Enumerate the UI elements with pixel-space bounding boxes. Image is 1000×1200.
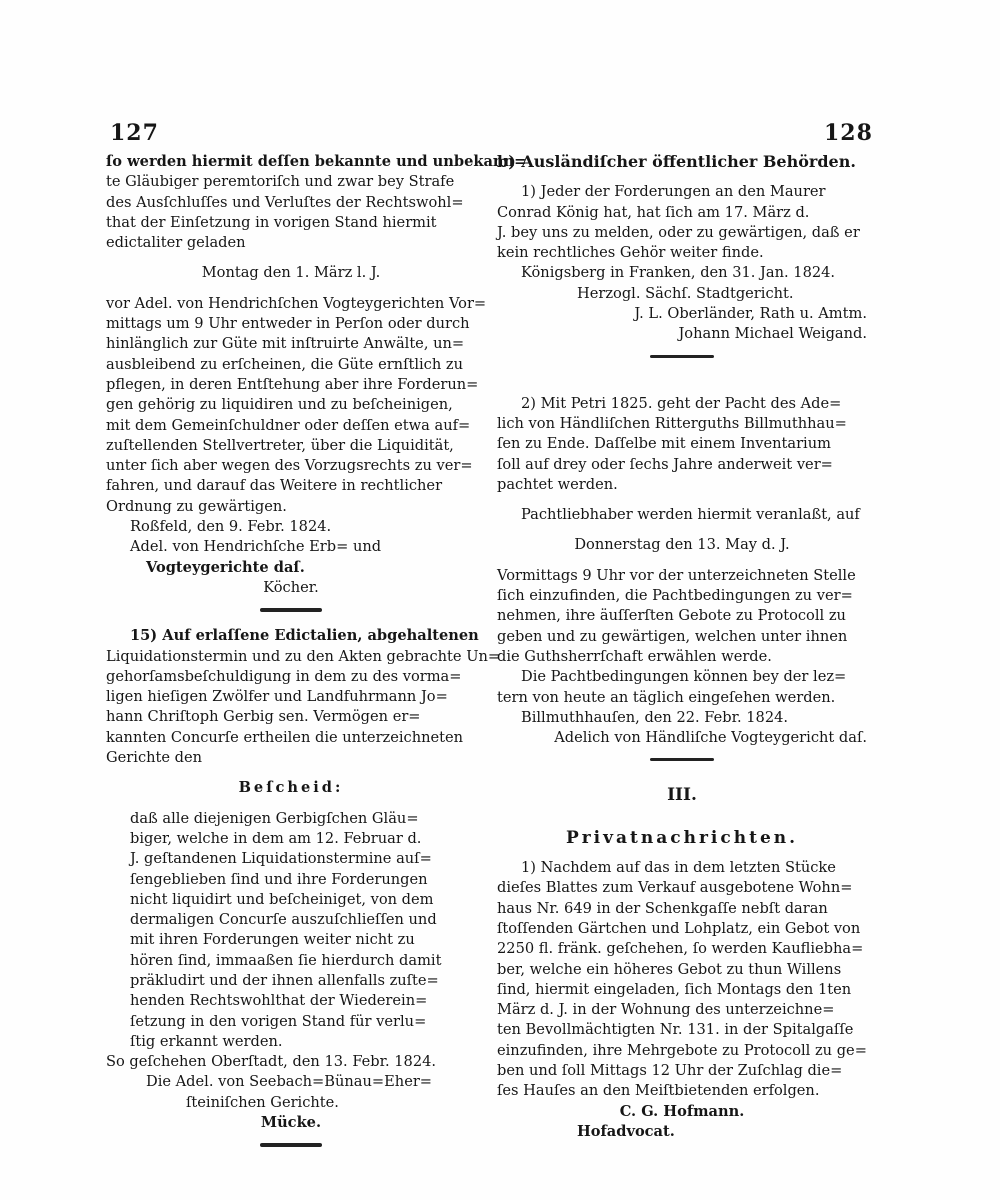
- text-line: Liquidationstermin und zu den Akten gebrachte Un=: [106, 647, 501, 665]
- spacer: [497, 495, 867, 505]
- text-line: ſes Hauſes an den Meiſtbietenden erfolgen.: [497, 1082, 820, 1100]
- text-line: ben und ſoll Mittags 12 Uhr der Zuſchlag die=: [497, 1061, 843, 1079]
- text-line: zuſtellenden Stellvertreter, über die Liquidität,: [106, 436, 454, 454]
- text-line: des Ausſchluſſes und Verluſtes der Rechtswohl=: [106, 193, 464, 211]
- text-line: J. geſtandenen Liquidationstermine auſ=: [130, 850, 432, 868]
- text-line: 2250 fl. fränk. geſchehen, ſo werden Kaufliebha=: [497, 940, 864, 958]
- text-line: dermaligen Concurſe auszuſchlieſſen und: [130, 911, 437, 929]
- text-line: ten Bevollmächtigten Nr. 131. in der Spitalgaſſe: [497, 1021, 854, 1039]
- spacer: [106, 284, 476, 294]
- text-line: gen gehörig zu liquidiren und zu beſcheinigen,: [106, 396, 453, 414]
- section-number: III.: [667, 785, 697, 806]
- text-line: präkludirt und der ihnen allenfalls zuſte=: [130, 971, 439, 989]
- notice-koenig: [497, 182, 867, 344]
- date-line: Donnerstag den 13. May d. J.: [574, 536, 790, 554]
- text-line: ſengeblieben ſind und ihre Forderungen: [130, 870, 428, 888]
- spacer: [106, 768, 476, 778]
- text-line: daß alle diejenigen Gerbigſchen Gläu=: [130, 809, 419, 827]
- place-date: Billmuthhauſen, den 22. Febr. 1824.: [521, 708, 789, 726]
- text-line: nehmen, ihre äuſſerſten Gebote zu Protocoll zu: [497, 607, 846, 625]
- spacer: [497, 848, 867, 858]
- text-line: hann Chriſtoph Gerbig sen. Vermögen er=: [106, 708, 421, 726]
- text-line: edictaliter geladen: [106, 234, 246, 252]
- signature-name: Mücke.: [260, 1114, 322, 1132]
- text-line: ligen hieſigen Zwölfer und Landfuhrmann Jo=: [106, 688, 448, 706]
- text-line: unter ſich aber wegen des Vorzugsrechts zu ver=: [106, 457, 473, 475]
- text-line: Conrad König hat, hat ſich am 17. März d.: [497, 203, 810, 221]
- text-line: dieſes Blattes zum Verkauf ausgebotene Wohn=: [497, 879, 853, 897]
- section-divider: [650, 758, 714, 761]
- text-line: mit dem Gemeinſchuldner oder deſſen etwa auf=: [106, 416, 471, 434]
- text-line: gehorſamsbeſchuldigung in dem zu des vorma=: [106, 667, 462, 685]
- text-line: lich von Händliſchen Ritterguths Billmuthhau=: [497, 414, 847, 432]
- text-line: nicht liquidirt und beſcheiniget, von dem: [130, 890, 434, 908]
- text-line: 1) Jeder der Forderungen an den Maurer: [521, 183, 826, 201]
- signature-line: Hofadvocat.: [577, 1122, 675, 1140]
- text-line: Vormittags 9 Uhr vor der unterzeichneten Stelle: [497, 566, 856, 584]
- text-line: einzufinden, ihre Mehrgebote zu Protocoll zu ge=: [497, 1041, 867, 1059]
- text-line: ſtoſſenden Gärtchen und Lohplatz, ein Gebot von: [497, 919, 861, 937]
- spacer: [497, 525, 867, 535]
- text-line: ſind, hiermit eingeladen, ſich Montags den 1ten: [497, 980, 852, 998]
- spacer: [497, 172, 867, 182]
- paragraph-edictal: [106, 626, 501, 768]
- spacer: [497, 372, 867, 394]
- text-line: vor Adel. von Hendrichſchen Vogteygerichten Vor=: [106, 294, 487, 312]
- signature-line: Adelich von Händliſche Vogteygericht daſ.: [554, 729, 867, 747]
- notice-lease: [497, 394, 867, 749]
- signature-line: Vogteygerichte daſ.: [146, 558, 305, 576]
- signature-line: Die Adel. von Seebach=Bünau=Eher=: [146, 1073, 433, 1091]
- text-line: fahren, und darauf das Weitere in rechtlicher: [106, 477, 443, 495]
- section-title: Privatnachrichten.: [565, 827, 799, 848]
- spacer: [497, 775, 867, 785]
- right-column: [497, 152, 867, 1142]
- text-line: tern von heute an täglich eingeſehen werden.: [497, 688, 836, 706]
- section-divider: [650, 355, 714, 358]
- text-line: 15) Auf erlaſſene Edictalien, abgehaltenen: [130, 627, 479, 645]
- text-line: März d. J. in der Wohnung des unterzeichne=: [497, 1001, 835, 1019]
- text-line: geben und zu gewärtigen, welchen unter ihnen: [497, 627, 848, 645]
- text-line: henden Rechtswohlthat der Wiederein=: [130, 992, 428, 1010]
- section-divider: [260, 608, 322, 612]
- place-date: Roßfeld, den 9. Febr. 1824.: [130, 518, 332, 536]
- text-line: die Guthsherrſchaft erwählen werde.: [497, 647, 772, 665]
- text-line: ausbleibend zu erſcheinen, die Güte ernſtlich zu: [106, 355, 463, 373]
- text-line: Gerichte den: [106, 749, 203, 767]
- text-line: Ordnung zu gewärtigen.: [106, 497, 287, 515]
- place-date: Königsberg in Franken, den 31. Jan. 1824.: [521, 264, 836, 282]
- text-line: ſoll auf drey oder ſechs Jahre anderweit ver=: [497, 455, 833, 473]
- place-date: So geſchehen Oberſtadt, den 13. Febr. 1824.: [106, 1053, 437, 1071]
- text-line: haus Nr. 649 in der Schenkgaſſe nebſt daran: [497, 899, 828, 917]
- signature-name: Johann Michael Weigand.: [678, 325, 867, 343]
- section-divider: [260, 1143, 322, 1147]
- text-line: pflegen, in deren Entſtehung aber ihre Forderun=: [106, 375, 479, 393]
- text-line: biger, welche in dem am 12. Februar d.: [130, 829, 422, 847]
- paragraph-hearing: [106, 294, 487, 517]
- text-line: J. bey uns zu melden, oder zu gewärtigen, daß er: [497, 223, 860, 241]
- spacer: [497, 556, 867, 566]
- bescheid-heading: Beſcheid:: [238, 779, 344, 797]
- text-line: ſo werden hiermit deſſen bekannte und unbekann=: [106, 153, 527, 170]
- text-line: ſich einzufinden, die Pachtbedingungen zu ver=: [497, 587, 853, 605]
- spacer: [106, 253, 476, 263]
- spacer: [497, 806, 867, 828]
- text-line: Pachtliebhaber werden hiermit veranlaßt, auf: [521, 506, 860, 524]
- signature-line: J. L. Oberländer, Rath u. Amtm.: [634, 305, 867, 323]
- text-line: that der Einſetzung in vorigen Stand hiermit: [106, 213, 437, 231]
- text-line: hinlänglich zur Güte mit inſtruirte Anwälte, un=: [106, 335, 465, 353]
- text-line: 1) Nachdem auf das in dem letzten Stücke: [521, 859, 836, 877]
- text-line: ſtig erkannt werden.: [130, 1032, 283, 1050]
- text-line: hören ſind, immaaßen ſie hierdurch damit: [130, 951, 442, 969]
- signature-line: Adel. von Hendrichſche Erb= und: [130, 538, 382, 556]
- text-line: Die Pachtbedingungen können bey der lez=: [521, 668, 847, 686]
- spacer: [106, 799, 476, 809]
- text-line: kein rechtliches Gehör weiter finde.: [497, 244, 764, 262]
- signature-name: C. G. Hofmann.: [619, 1102, 745, 1120]
- signature-line: ſteiniſchen Gerichte.: [186, 1093, 339, 1111]
- signature-line: Herzogl. Sächſ. Stadtgericht.: [577, 284, 794, 302]
- text-line: kannten Concurſe ertheilen die unterzeichneten: [106, 728, 464, 746]
- paragraph-summons: [106, 152, 527, 253]
- paragraph-ruling: [106, 809, 476, 1053]
- section-heading: b) Ausländiſcher öffentlicher Behörden.: [497, 152, 856, 171]
- text-line: mit ihren Forderungen weiter nicht zu: [130, 931, 415, 949]
- text-line: 2) Mit Petri 1825. geht der Pacht des Ade=: [521, 394, 842, 412]
- text-line: ber, welche ein höheres Gebot zu thun Willens: [497, 960, 842, 978]
- text-line: mittags um 9 Uhr entweder in Perſon oder durch: [106, 315, 470, 333]
- text-line: ſetzung in den vorigen Stand für verlu=: [130, 1012, 427, 1030]
- text-line: pachtet werden.: [497, 475, 618, 493]
- date-line: Montag den 1. März l. J.: [201, 264, 381, 282]
- left-column: [106, 152, 527, 1161]
- page-number-left: 127: [110, 120, 159, 146]
- text-line: te Gläubiger peremtoriſch und zwar bey Strafe: [106, 173, 455, 191]
- notice-house-sale: [497, 858, 867, 1142]
- signature-name: Köcher.: [263, 578, 319, 596]
- page-number-right: 128: [824, 120, 873, 146]
- text-line: ſen zu Ende. Daſſelbe mit einem Inventarium: [497, 435, 831, 453]
